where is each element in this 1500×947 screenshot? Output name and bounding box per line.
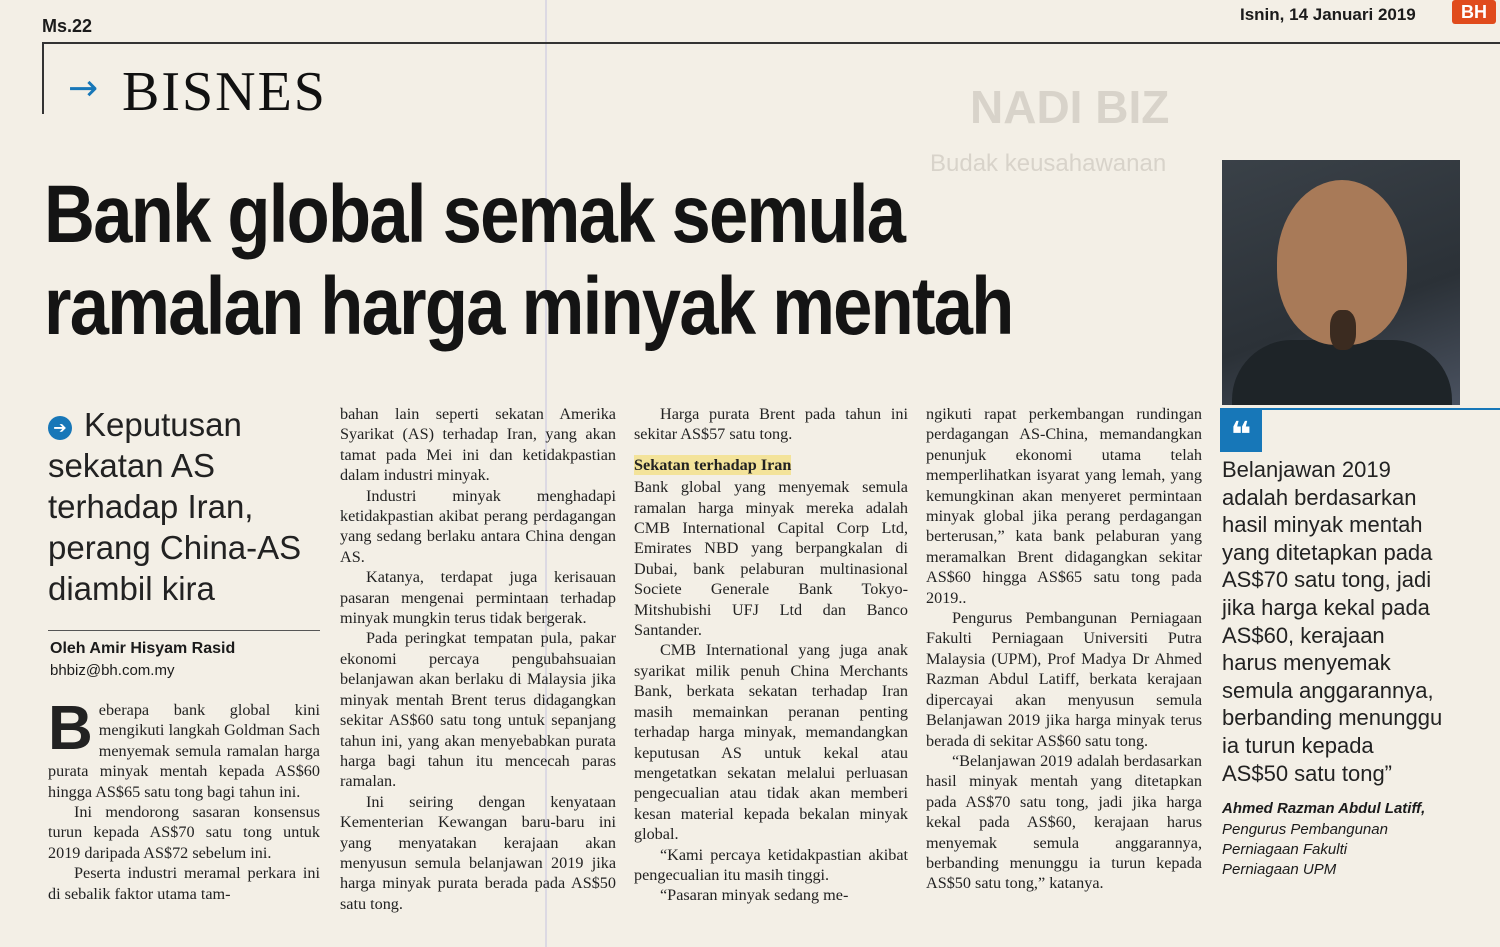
pullquote-line: yang ditetapkan pada <box>1222 539 1433 565</box>
arrow-bullet-icon: ➔ <box>48 416 72 440</box>
page-number: Ms.22 <box>42 16 93 36</box>
pullquote <box>1222 456 1482 787</box>
paragraph: Industri minyak menghadapi ketidakpastian akibat perang perdagangan yang sedang berlaku antara China dengan AS. <box>340 486 616 566</box>
paragraph: “Kami percaya ketidakpastian akibat pengecualian itu masih tinggi. <box>634 845 908 884</box>
pullquote-line: AS$50 satu tong” <box>1222 760 1393 786</box>
quote-mark-icon: ❝ <box>1220 410 1262 452</box>
deck-line: perang China-AS <box>48 529 302 566</box>
pullquote-attribution-role <box>1222 820 1388 880</box>
headline-line-2: ramalan harga minyak mentah <box>44 261 1013 352</box>
paragraph: Harga purata Brent pada tahun ini sekitar AS$57 satu tong. <box>634 405 908 444</box>
deck-line: diambil kira <box>48 570 215 607</box>
paragraph: “Belanjawan 2019 adalah berdasarkan hasil minyak mentah yang ditetapkan pada AS$70 satu tong, jadi jika harga kekal pada AS$60, kerajaan harus menyemak semula anggarannya, berbanding menunggu ia turun kepada AS$50 satu tong,” katanya. <box>926 751 1202 893</box>
issue-date: Isnin, 14 Januari 2019 <box>1240 5 1416 24</box>
section-rule <box>42 42 44 114</box>
byline-author: Oleh Amir Hisyam Rasid <box>50 640 236 657</box>
paragraph: Bank global yang menyemak semula ramalan harga minyak mereka adalah CMB International Capital Corp Ltd, Emirates NBD yang berpangkalan di Dubai, bank pelaburan multinasional Societe Generale Bank Tokyo-Mitshubishi UFJ Ltd dan Banco Santander. <box>634 478 908 640</box>
pullquote-line: Belanjawan 2019 <box>1222 457 1391 482</box>
paragraph: “Pasaran minyak sedang me- <box>660 886 849 905</box>
paragraph: Beberapa bank global kini mengikuti langkah Goldman Sach menyemak semula ramalan harga purata minyak mentah kepada AS$60 hingga AS$65 satu tong bagi tahun ini. <box>48 694 320 801</box>
paragraph: Ini seiring dengan kenyataan Kementerian Kewangan baru-baru ini yang menyatakan kerajaan akan menyusun semula belanjawan 2019 jika harga minyak purata berada pada AS$50 satu tong. <box>340 792 616 913</box>
pullquote-rule <box>1220 408 1500 410</box>
pullquote-line: harus menyemak <box>1222 650 1391 676</box>
pullquote-line: ia turun kepada <box>1222 732 1374 758</box>
header-rule <box>42 42 1500 44</box>
pullquote-line: AS$70 satu tong, jadi <box>1222 567 1432 593</box>
portrait-photo <box>1222 160 1460 405</box>
article-column-2 <box>340 404 616 914</box>
role-line: Pengurus Pembangunan <box>1222 821 1388 838</box>
deck-line: sekatan AS <box>48 447 215 484</box>
deck-line: terhadap Iran, <box>48 488 254 525</box>
paragraph: Pengurus Pembangunan Perniagaan Fakulti Perniagaan Universiti Putra Malaysia (UPM), Prof Madya Dr Ahmed Razman Abdul Latiff, berkata kerajaan dipercayai akan menyusun semula Belanjawan 2019 jika harga minyak terus berada di sekitar AS$60 satu tong. <box>926 609 1202 750</box>
subheading: Sekatan terhadap Iran <box>634 455 792 474</box>
pullquote-line: adalah berdasarkan <box>1222 484 1417 510</box>
paragraph: CMB International yang juga anak syarikat milik penuh China Merchants Bank, berkata sekatan terhadap Iran masih memainkan peranan penting terhadap harga minyak, memandangkan keputusan AS untuk kekal atau mengetatkan sekatan melalui perluasan pengecualian atau tidak akan memberi kesan material kepada bekalan minyak global. <box>634 641 908 844</box>
pullquote-line: AS$60, kerajaan <box>1222 622 1385 648</box>
paragraph: Pada peringkat tempatan pula, pakar ekonomi percaya pengubahsuaian belanjawan akan berlaku di Malaysia jika minyak mentah Brent terus didagangkan sekitar AS$60 satu tong untuk sepanjang tahun ini, yang akan menyebabkan purata harga bagi tahun itu mencecah paras ramalan. <box>340 629 616 791</box>
paragraph: Ini mendorong sasaran konsensus turun kepada AS$70 satu tong untuk 2019 daripada AS$72 sebelum ini. <box>48 803 320 862</box>
paragraph: bahan lain seperti sekatan Amerika Syarikat (AS) terhadap Iran, yang akan tamat pada Mei ini dan ketidakpastian dalam industri minyak. <box>340 405 616 485</box>
paragraph: ngikuti rapat perkembangan rundingan perdagangan AS-China, memandangkan penunjuk ekonomi utama telah memperlihatkan isyarat yang lemah, yang kemungkinan akan menyeret permintaan minyak global jika perang perdagangan berterusan,” kata bank pelaburan yang meramalkan Brent didagangkan sekitar AS$60 hingga AS$65 satu tong pada 2019.. <box>926 405 1202 607</box>
deck-line: Keputusan <box>84 406 242 443</box>
byline-rule <box>48 630 320 631</box>
pullquote-line: hasil minyak mentah <box>1222 512 1423 538</box>
role-line: Perniagaan Fakulti <box>1222 841 1348 858</box>
byline-email[interactable]: bhbiz@bh.com.my <box>50 662 175 679</box>
drop-cap: B <box>48 694 93 763</box>
section-title: BISNES <box>122 61 327 123</box>
paragraph: Katanya, terdapat juga kerisauan pasaran mengenai permintaan terhadap minyak mungkin terus tidak bergerak. <box>340 568 616 628</box>
pullquote-line: semula anggarannya, <box>1222 677 1434 703</box>
deck <box>48 404 318 609</box>
pullquote-line: berbanding menunggu <box>1222 705 1443 731</box>
bleed-through-text-2: Budak keusahawanan <box>930 150 1167 177</box>
pullquote-line: jika harga kekal pada <box>1222 594 1430 620</box>
pullquote-attribution-name: Ahmed Razman Abdul Latiff, <box>1222 800 1426 817</box>
paragraph: Peserta industri meramal perkara ini di sebalik faktor utama tam- <box>48 864 320 903</box>
bh-logo: BH <box>1452 0 1496 24</box>
bleed-through-text: NADI BIZ <box>970 81 1170 133</box>
headline-line-1: Bank global semak semula <box>44 169 905 260</box>
section-arrow-icon: → <box>68 68 99 109</box>
article-column-3 <box>634 404 908 906</box>
article-column-4 <box>926 404 1202 894</box>
photo-beard <box>1330 310 1356 350</box>
article-column-1 <box>48 694 320 904</box>
role-line: Perniagaan UPM <box>1222 861 1337 878</box>
